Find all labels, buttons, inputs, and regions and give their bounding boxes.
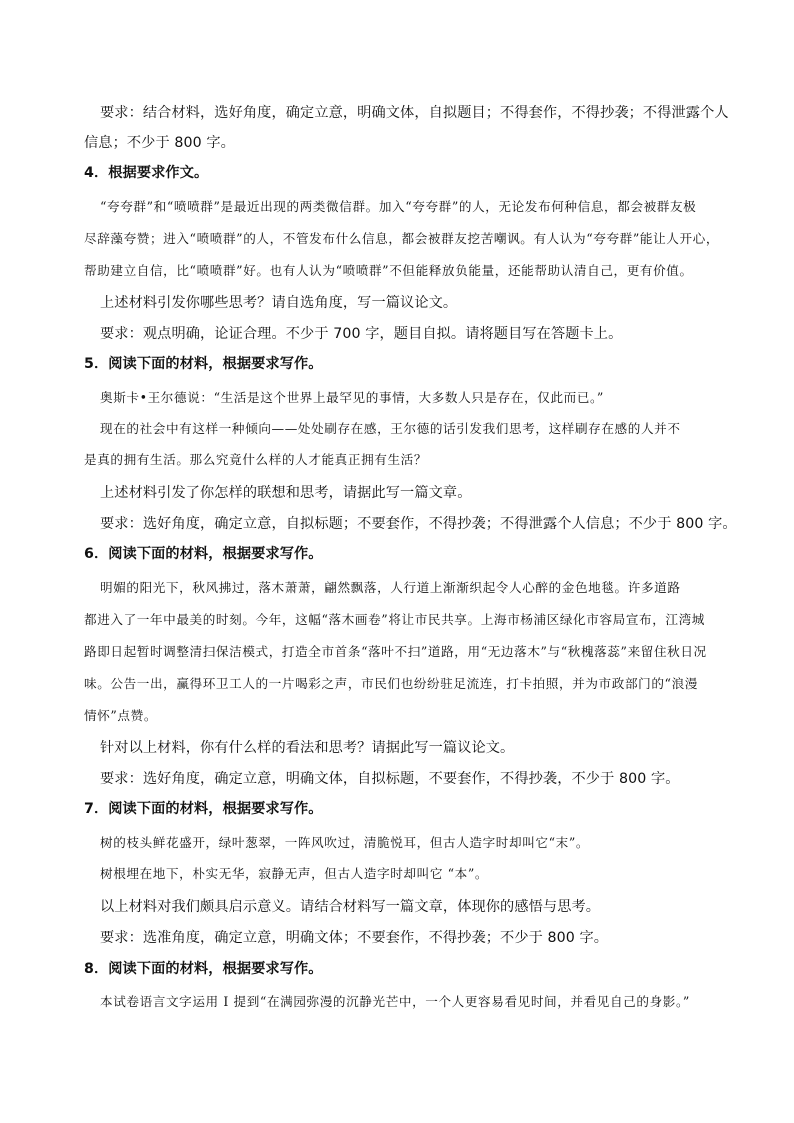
q4-requirement: 要求：观点明确，论证合理。不少于 700 字，题目自拟。请将题目写在答题卡上。 (100, 326, 623, 342)
q6-material-line: 明媚的阳光下，秋风拂过，落木萧萧，翩然飘落，人行道上渐渐织起令人心醉的金色地毯。许多道路 (100, 580, 681, 595)
q5-prompt: 上述材料引发了你怎样的联想和思考，请据此写一篇文章。 (100, 485, 472, 501)
q5-heading: 5．阅读下面的材料，根据要求写作。 (84, 356, 323, 372)
q4-material-line: 帮助建立自信，比“喷喷群”好。也有人认为“喷喷群”不但能释放负能量，还能帮助认清自己，更有价值。 (84, 263, 693, 278)
q4-material-line: 尽辞藻夸赞；进入“喷喷群”的人，不管发布什么信息，都会被群友挖苦嘲讽。有人认为“夸夸群”能让人开心， (84, 231, 720, 246)
q7-prompt: 以上材料对我们颇具启示意义。请结合材料写一篇文章，体现你的感悟与思考。 (100, 899, 601, 915)
q5-material-line: 现在的社会中有这样一种倾向——处处刷存在感，王尔德的话引发我们思考，这样刷存在感的人并不 (100, 421, 681, 436)
q6-material-line: 情怀”点赞。 (84, 708, 158, 723)
q7-heading: 7．阅读下面的材料，根据要求写作。 (84, 801, 323, 817)
q6-material-line: 都进入了一年中最美的时刻。今年，这幅“落木画卷”将让市民共享。上海市杨浦区绿化市容局宣布，江湾城 (84, 612, 705, 627)
q7-material-line: 树的枝头鲜花盛开，绿叶葱翠，一阵风吹过，清脆悦耳，但古人造字时却叫它“末”。 (100, 835, 590, 850)
q3-requirement-line-1: 要求：结合材料，选好角度，确定立意，明确文体，自拟题目；不得套作，不得抄袭；不得泄露个人 (100, 105, 729, 121)
q4-prompt: 上述材料引发你哪些思考？请自选角度，写一篇议论文。 (100, 295, 458, 311)
q4-heading: 4．根据要求作文。 (84, 165, 209, 181)
q6-prompt: 针对以上材料，你有什么样的看法和思考？请据此写一篇议论文。 (100, 740, 515, 756)
q6-requirement: 要求：选好角度，确定立意，明确文体，自拟标题，不要套作，不得抄袭，不少于 800 字。 (100, 771, 680, 787)
q6-material-line: 路即日起暂时调整清扫保洁模式，打造全市首条“落叶不扫”道路，用“无边落木”与“秋槐落蕊”来留住秋日况 (84, 644, 707, 659)
q7-requirement: 要求：选准角度，确定立意，明确文体；不要套作，不得抄袭；不少于 800 字。 (100, 930, 609, 946)
q8-material-line: 本试卷语言文字运用 Ⅰ 提到“在满园弥漫的沉静光芒中，一个人更容易看见时间，并看见自己的身影。” (100, 994, 690, 1009)
q7-material-line: 树根埋在地下，朴实无华，寂静无声，但古人造字时却叫它 “本”。 (100, 866, 489, 881)
q3-requirement-line-2: 信息；不少于 800 字。 (84, 135, 235, 151)
q5-requirement: 要求：选好角度，确定立意，自拟标题；不要套作，不得抄袭；不得泄露个人信息；不少于 800 字。 (100, 516, 737, 532)
q5-material-line: 是真的拥有生活。那么究竟什么样的人才能真正拥有生活？ (84, 452, 428, 467)
q5-material-line: 奥斯卡•王尔德说：“生活是这个世界上最罕见的事情，大多数人只是存在，仅此而已。” (100, 390, 604, 405)
q6-heading: 6．阅读下面的材料，根据要求写作。 (84, 546, 323, 562)
q6-material-line: 味。公告一出，赢得环卫工人的一片喝彩之声，市民们也纷纷驻足流连，打卡拍照，并为市政部门的“浪漫 (84, 676, 698, 691)
q4-material-line: “夸夸群”和“喷喷群”是最近出现的两类微信群。加入“夸夸群”的人，无论发布何种信息，都会被群友极 (100, 199, 697, 214)
q8-heading: 8．阅读下面的材料，根据要求写作。 (84, 961, 323, 977)
